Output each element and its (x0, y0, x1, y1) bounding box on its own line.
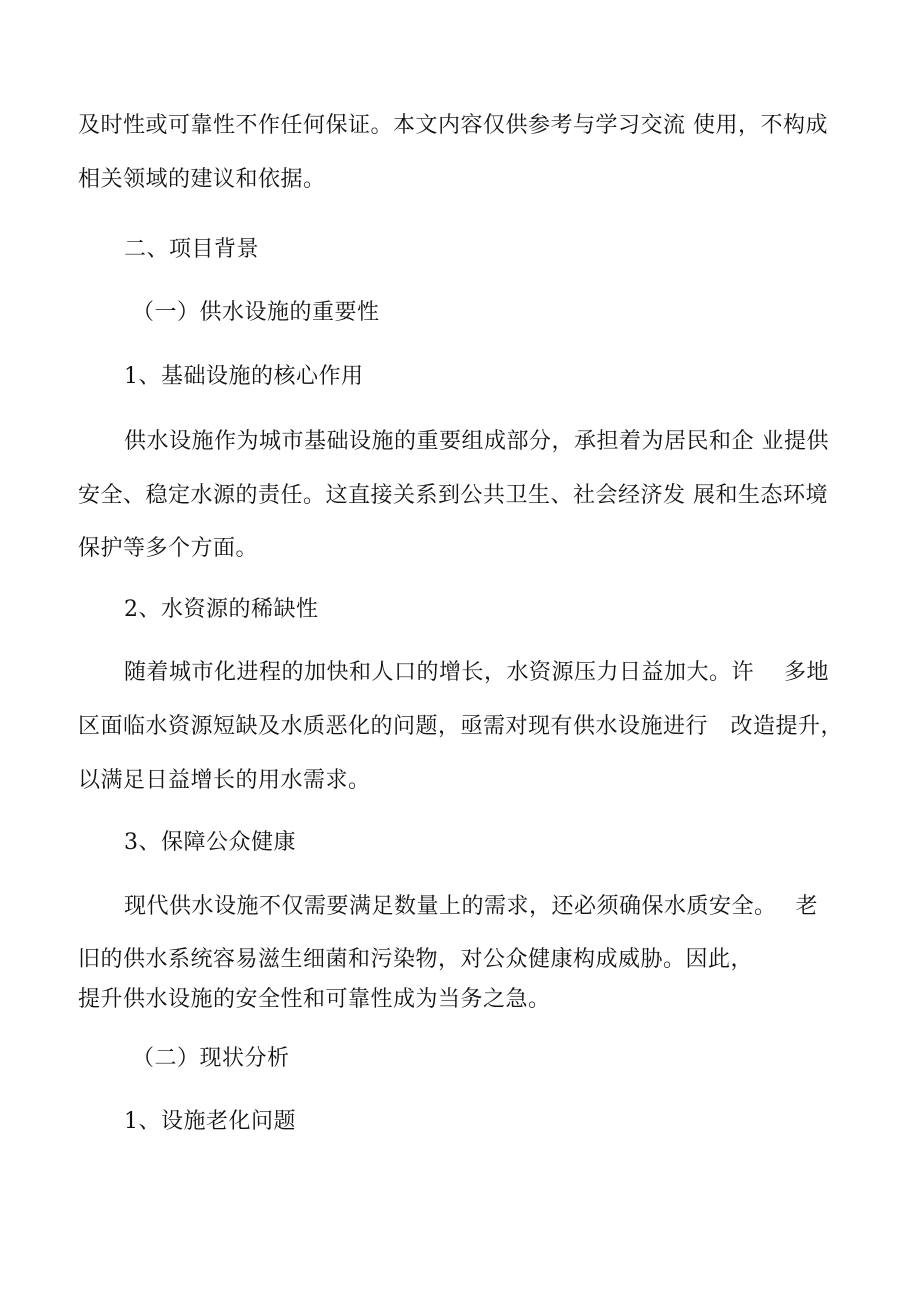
paragraph-line: 安全、稳定水源的责任。这直接关系到公共卫生、社会经济发 展和生态环境 (78, 483, 828, 508)
paragraph-line: 及时性或可靠性不作任何保证。本文内容仅供参考与学习交流 使用，不构成 (78, 113, 828, 138)
section-heading: 二、项目背景 (124, 237, 260, 262)
paragraph-line: 相关领域的建议和依据。 (78, 167, 326, 192)
item-heading: 1、设施老化问题 (124, 1109, 296, 1134)
subsection-heading: （二）现状分析 (132, 1046, 290, 1071)
paragraph-line: 供水设施作为城市基础设施的重要组成部分，承担着为居民和企 业提供 (124, 429, 829, 454)
paragraph-line: 旧的供水系统容易滋生细菌和污染物，对公众健康构成威胁。因此， (78, 947, 754, 972)
paragraph-line: 现代供水设施不仅需要满足数量上的需求，还必须确保水质安全。 老 (124, 894, 818, 919)
paragraph-line: 随着城市化进程的加快和人口的增长，水资源压力日益加大。许 多地 (124, 660, 829, 685)
paragraph-line: 保护等多个方面。 (78, 536, 259, 561)
item-heading: 3、保障公众健康 (124, 830, 296, 855)
item-heading: 2、水资源的稀缺性 (124, 597, 319, 622)
paragraph-line: 提升供水设施的安全性和可靠性成为当务之急。 (78, 987, 551, 1012)
item-heading: 1、基础设施的核心作用 (124, 364, 364, 389)
paragraph-line: 以满足日益增长的用水需求。 (78, 768, 371, 793)
paragraph-line: 区面临水资源短缺及水质恶化的问题，亟需对现有供水设施进行 改造提升， (78, 714, 844, 739)
subsection-heading: （一）供水设施的重要性 (132, 300, 380, 325)
